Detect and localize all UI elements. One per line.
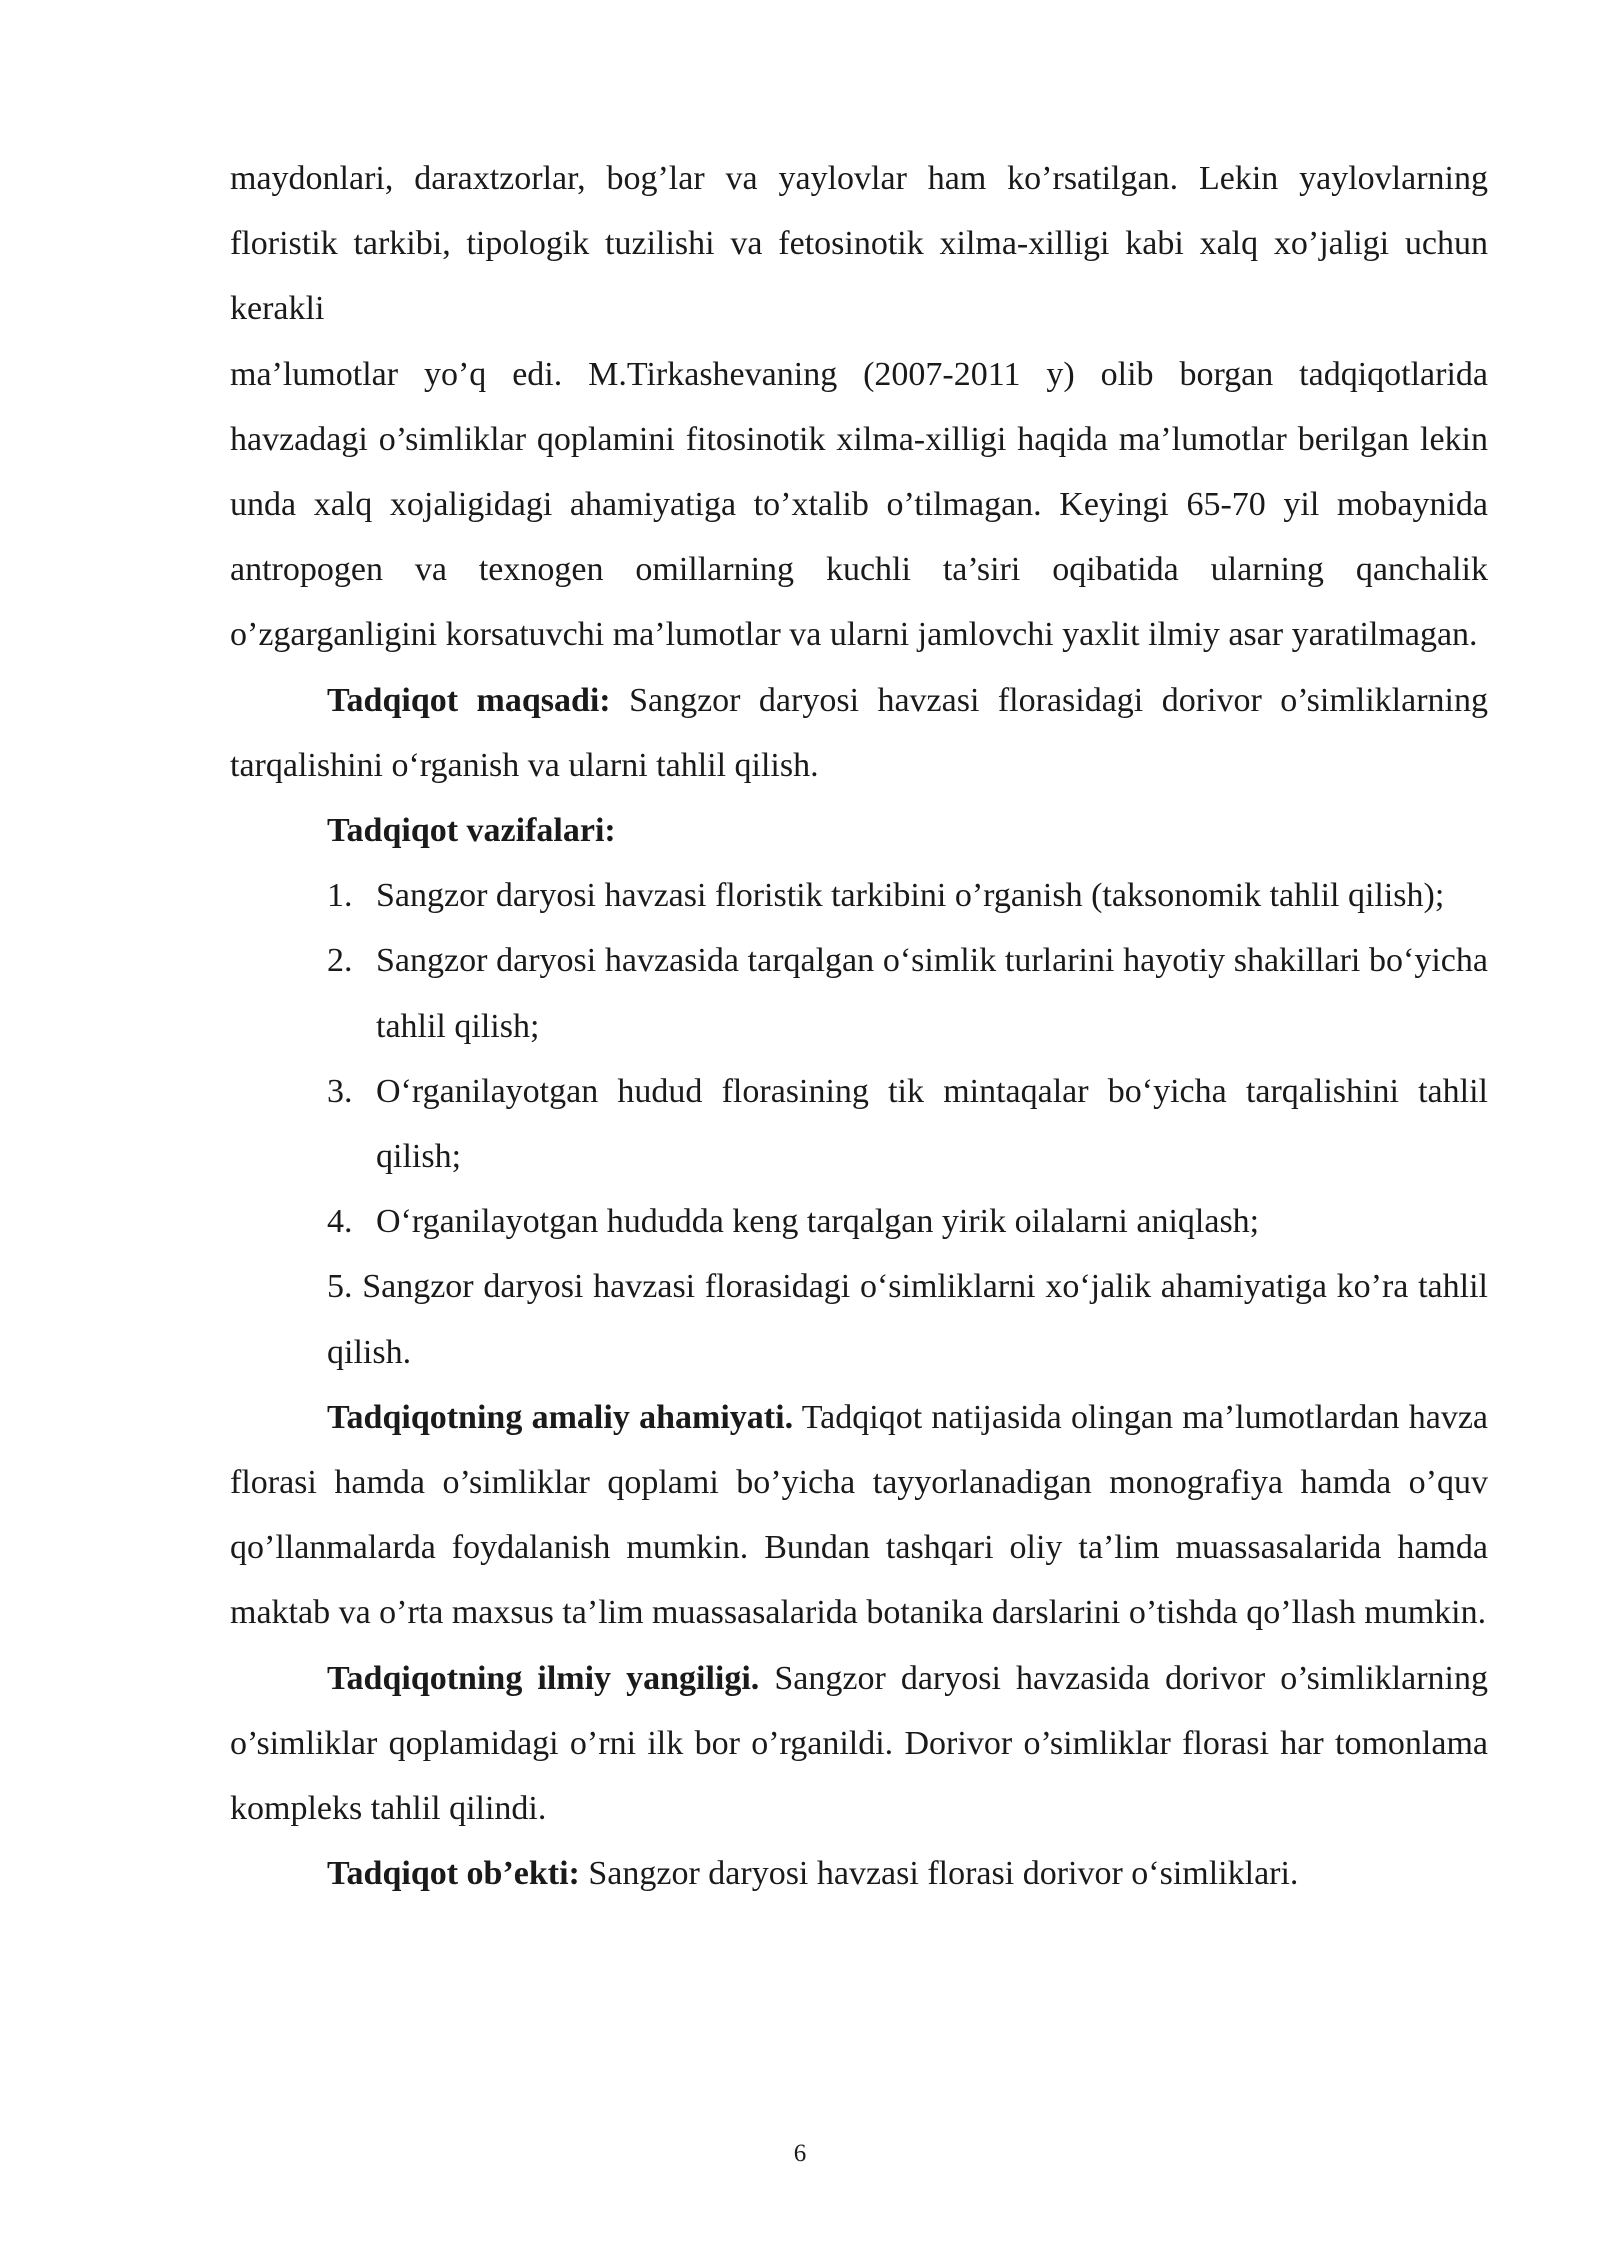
- object-text: Sangzor daryosi havzasi florasi dorivor o‘simliklari.: [579, 1855, 1299, 1893]
- page-number: 6: [793, 2140, 807, 2167]
- task-text: Sangzor daryosi havzasida tarqalgan o‘simlik turlarini hayotiy shakillari bo‘yicha tahlil qilish;: [376, 942, 1488, 1045]
- task-item: [230, 1189, 1488, 1254]
- aim-label: Tadqiqot maqsadi:: [327, 681, 611, 719]
- task-number: 4.: [327, 1203, 353, 1241]
- paragraph-aim: [230, 668, 1488, 798]
- aim-text: Sangzor daryosi havzasi florasidagi dorivor o’simliklarning tarqalishini o‘rganish va ularni tahlil qilish.: [230, 681, 1488, 784]
- task-number: 5.: [327, 1268, 353, 1306]
- practical-label: Tadqiqotning amaliy ahamiyati.: [327, 1398, 794, 1436]
- document-page: [230, 146, 1488, 1906]
- task-text: O‘rganilayotgan hududda keng tarqalgan yirik oilalarni aniqlash;: [376, 1203, 1260, 1241]
- task-item: [230, 928, 1488, 1058]
- task-item: [230, 1254, 1488, 1384]
- novelty-text: Sangzor daryosi havzasida dorivor o’simliklarning o’simliklar qoplamidagi o’rni ilk bor o’rganildi. Dorivor o’simliklar florasi har tomonlama kompleks tahlil qilindi.: [230, 1659, 1488, 1828]
- tasks-heading: Tadqiqot vazifalari:: [327, 812, 616, 850]
- paragraph-scientific-novelty: [230, 1646, 1488, 1842]
- practical-text: Tadqiqot natijasida olingan ma’lumotlardan havza florasi hamda o’simliklar qoplami bo’yicha tayyorlanadigan monografiya hamda o’quv qo’llanmalarda foydalanish mumkin. Bundan tashqari oliy ta’lim muassasalarida hamda maktab va o’rta maxsus ta’lim muassasalarida botanika darslarini o’tishda qo’llash mumkin.: [230, 1398, 1488, 1632]
- task-text: O‘rganilayotgan hudud florasining tik mintaqalar bo‘yicha tarqalishini tahlil qilish;: [376, 1072, 1488, 1176]
- novelty-label: Tadqiqotning ilmiy yangiligi.: [327, 1659, 760, 1697]
- task-text: Sangzor daryosi havzasi florasidagi o‘simliklarni xo‘jalik ahamiyatiga ko’ra tahlil qilish.: [327, 1268, 1488, 1371]
- paragraph-research-object: [230, 1841, 1488, 1906]
- paragraph-intro-part1: maydonlari, daraxtzorlar, bog’lar va yaylovlar ham ko’rsatilgan. Lekin yaylovlarning floristik tarkibi, tipologik tuzilishi va fetosinotik xilma-xilligi kabi xalq xo’jaligi uchun kerakli: [230, 160, 1488, 328]
- task-item: [230, 1059, 1488, 1189]
- object-label: Tadqiqot ob’ekti:: [327, 1855, 580, 1893]
- tasks-list: [230, 863, 1488, 1385]
- paragraph-practical-significance: [230, 1385, 1488, 1646]
- task-item: [230, 863, 1488, 928]
- task-number: 2.: [327, 942, 353, 980]
- task-text: Sangzor daryosi havzasi floristik tarkibini o’rganish (taksonomik tahlil qilish);: [376, 877, 1445, 915]
- task-number: 3.: [327, 1072, 353, 1110]
- task-number: 1.: [327, 877, 353, 915]
- paragraph-intro-part2: ma’lumotlar yo’q edi. M.Tirkashevaning (2007-2011 y) olib borgan tadqiqotlarida havzadagi o’simliklar qoplamini fitosinotik xilma-xilligi haqida ma’lumotlar berilgan lekin unda xalq xojaligidagi ahamiyatiga to’xtalib o’tilmagan. Keyingi 65-70 yil mobaynida antropogen va texnogen omillarning kuchli ta’siri oqibatida ularning qanchalik o’zgarganligini korsatuvchi ma’lumotlar va ularni jamlovchi yaxlit ilmiy asar yaratilmagan.: [230, 355, 1488, 654]
